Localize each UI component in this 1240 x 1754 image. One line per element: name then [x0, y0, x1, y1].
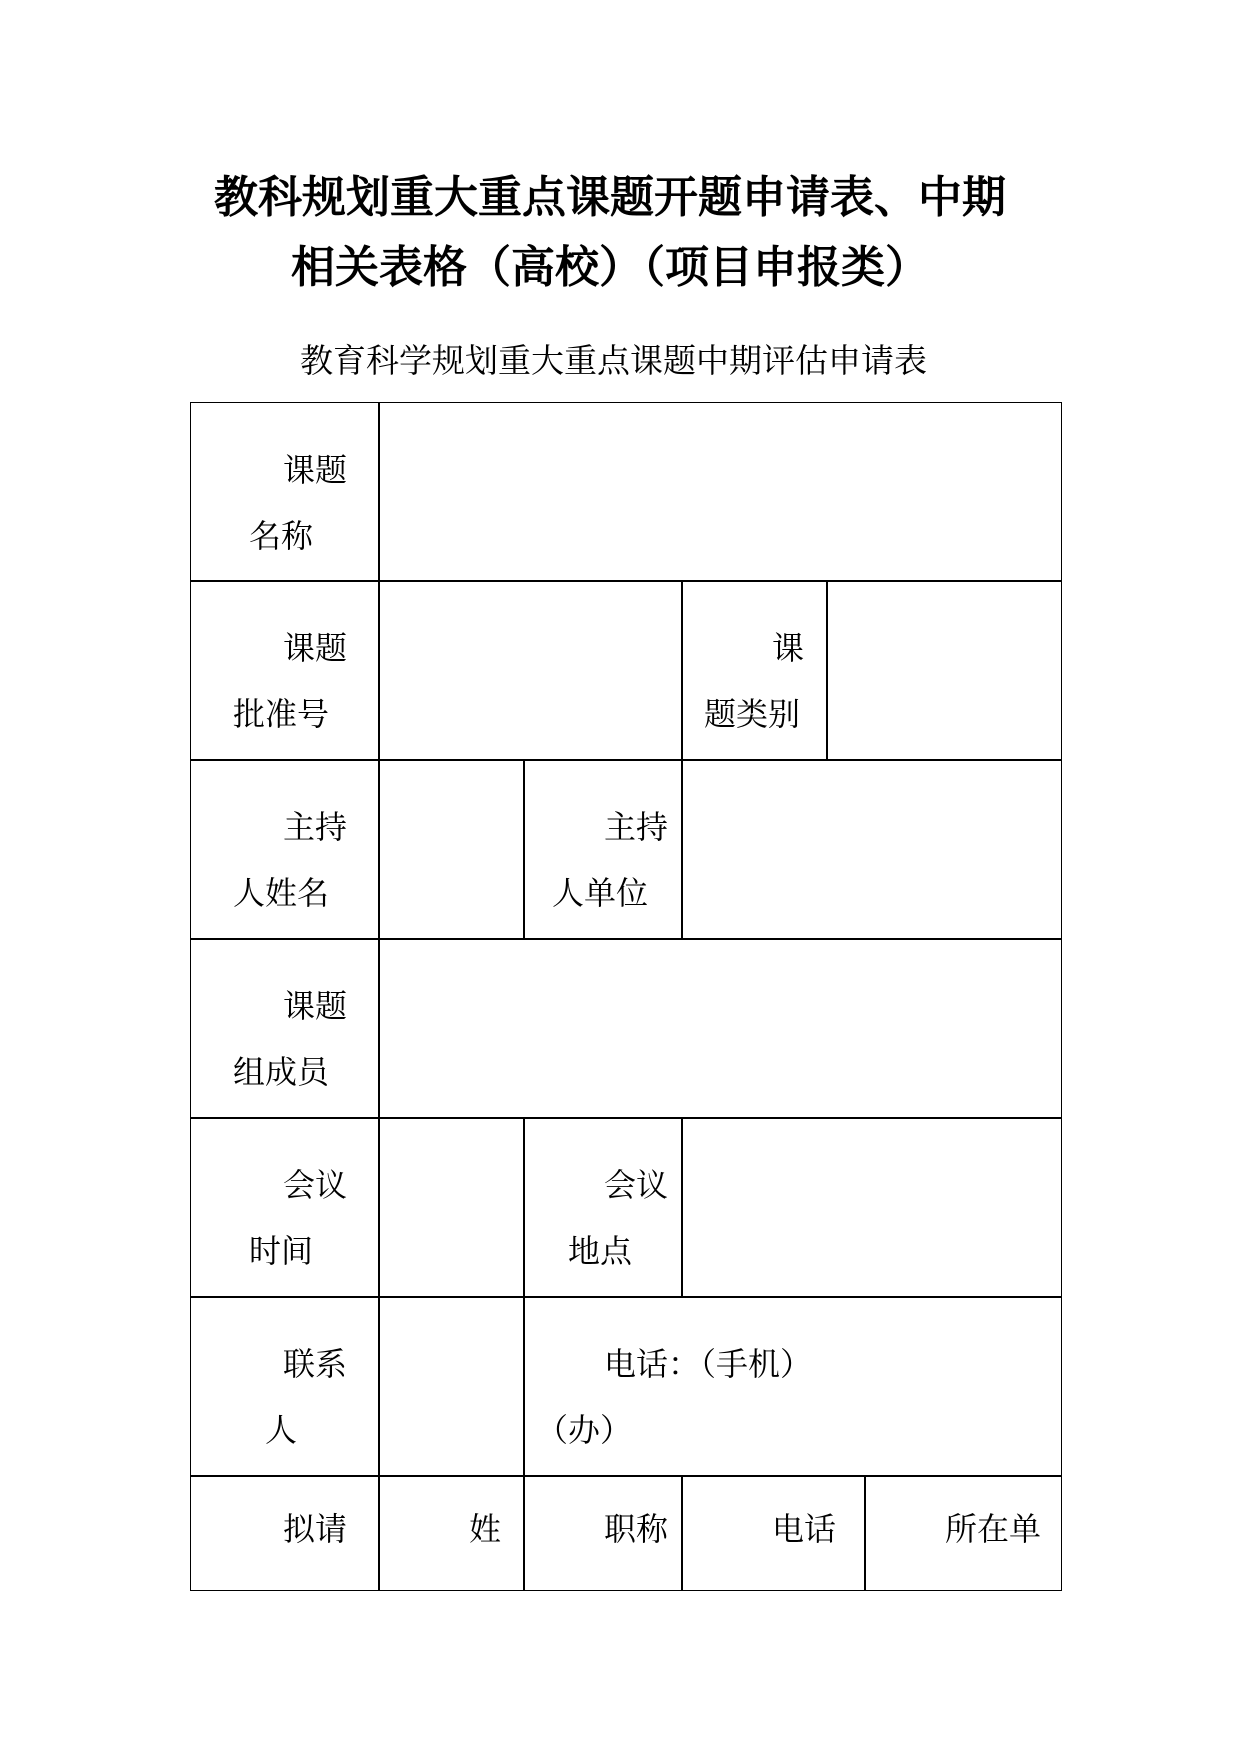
label-cell-meeting-time — [190, 1117, 380, 1298]
label-host-name-line1: 主持 — [283, 808, 348, 846]
label-phone-mobile: 电话：（手机） — [604, 1345, 813, 1383]
label-cell-invite — [190, 1475, 380, 1591]
title-line-2: 相关表格（高校）（项目申报类） — [291, 242, 929, 293]
label-meeting-place-line1: 会议 — [604, 1166, 669, 1204]
label-meeting-time-line2: 时间 — [249, 1232, 314, 1270]
members-field[interactable] — [378, 938, 1062, 1119]
label-topic-name-line2: 名称 — [249, 517, 314, 555]
label-cell-host-unit — [523, 759, 683, 940]
header-cell-unit — [864, 1475, 1062, 1591]
header-cell-surname — [378, 1475, 525, 1591]
label-contact-line2: 人 — [265, 1411, 298, 1449]
label-approval-no-line1: 课题 — [283, 629, 348, 667]
label-topic-name-line1: 课题 — [283, 451, 348, 489]
label-members-line1: 课题 — [283, 987, 348, 1025]
label-cell-topic-category — [681, 580, 828, 761]
label-title: 职称 — [604, 1510, 669, 1548]
label-topic-category-line2: 题类别 — [704, 695, 801, 733]
label-invite: 拟请 — [283, 1510, 348, 1548]
label-members-line2: 组成员 — [233, 1053, 330, 1091]
contact-field[interactable] — [378, 1296, 525, 1477]
label-phone-office: （办） — [536, 1411, 633, 1449]
label-cell-meeting-place — [523, 1117, 683, 1298]
label-cell-approval-no — [190, 580, 380, 761]
application-form — [190, 402, 1062, 1591]
label-approval-no-line2: 批准号 — [233, 695, 330, 733]
label-cell-host-name — [190, 759, 380, 940]
approval-no-field[interactable] — [378, 580, 683, 761]
header-cell-tel — [681, 1475, 866, 1591]
meeting-place-field[interactable] — [681, 1117, 1062, 1298]
label-host-name-line2: 人姓名 — [233, 874, 330, 912]
title-line-1: 教科规划重大重点课题开题申请表、中期 — [214, 172, 1006, 223]
label-tel: 电话 — [772, 1510, 837, 1548]
document-title — [150, 163, 1070, 303]
topic-category-field[interactable] — [826, 580, 1062, 761]
phone-field[interactable] — [523, 1296, 1062, 1477]
label-meeting-place-line2: 地点 — [568, 1232, 633, 1270]
host-name-field[interactable] — [378, 759, 525, 940]
label-meeting-time-line1: 会议 — [283, 1166, 348, 1204]
label-cell-members — [190, 938, 380, 1119]
header-cell-title — [523, 1475, 683, 1591]
topic-name-field[interactable] — [378, 402, 1062, 582]
label-topic-category-line1: 课 — [772, 629, 805, 667]
meeting-time-field[interactable] — [378, 1117, 525, 1298]
label-unit: 所在单 — [945, 1510, 1042, 1548]
label-host-unit-line1: 主持 — [604, 808, 669, 846]
label-cell-topic-name — [190, 402, 380, 582]
label-host-unit-line2: 人单位 — [552, 874, 649, 912]
label-surname: 姓 — [469, 1510, 502, 1548]
label-contact-line1: 联系 — [283, 1345, 348, 1383]
label-cell-contact — [190, 1296, 380, 1477]
host-unit-field[interactable] — [681, 759, 1062, 940]
form-subtitle: 教育科学规划重大重点课题中期评估申请表 — [300, 341, 927, 380]
